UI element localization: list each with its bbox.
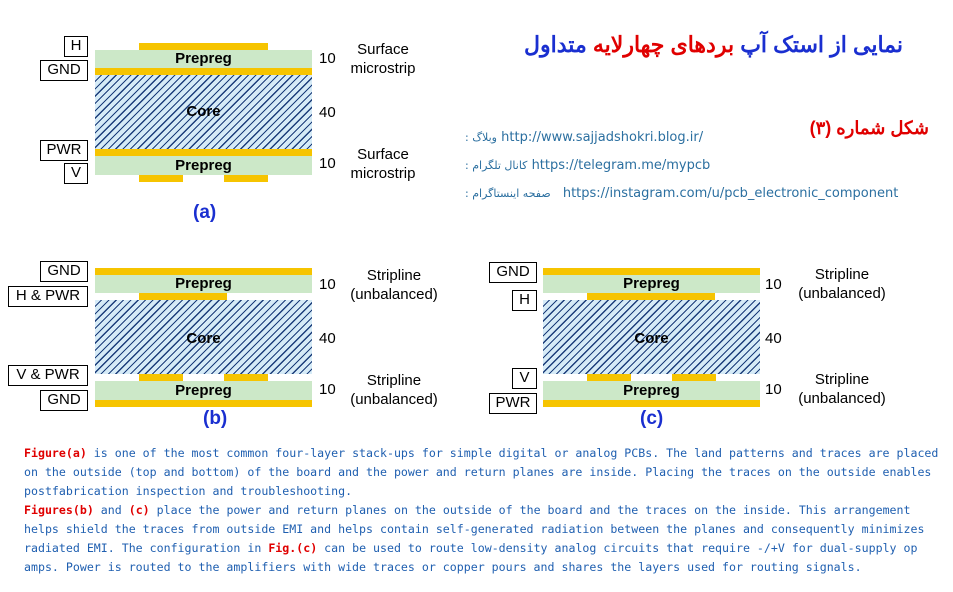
desc-line: Stripline xyxy=(366,372,422,389)
trace-b-inner-bottom-left xyxy=(139,374,183,381)
link-label: وبلاگ : xyxy=(465,131,497,144)
tag-b-h-pwr: H & PWR xyxy=(8,286,88,307)
thickness-c-top: 10 xyxy=(765,276,782,293)
thickness-a-top: 10 xyxy=(319,50,336,67)
desc-line: microstrip xyxy=(350,60,416,77)
prepreg-label: Prepreg xyxy=(623,275,680,292)
plane-b-bottom xyxy=(95,400,312,407)
tag-b-gnd-bottom: GND xyxy=(40,390,88,411)
thickness-b-top: 10 xyxy=(319,276,336,293)
prepreg-label: Prepreg xyxy=(623,382,680,399)
link-label: صفحه اینستاگرام : xyxy=(465,187,551,200)
trace-c-inner-top xyxy=(587,293,715,300)
trace-a-bottom-left xyxy=(139,175,183,182)
desc-ref-fig-c: (c) xyxy=(128,503,150,517)
desc-b-top xyxy=(344,266,444,304)
plane-c-top xyxy=(543,268,760,275)
tag-c-gnd: GND xyxy=(489,262,537,283)
core-label: Core xyxy=(634,330,669,347)
desc-text: can be used to route low-density analog circuits that require -/+V for dual-supply op amps. Power is routed to the amplifiers with wide traces or copper pours and shares the layers used for routing signals. xyxy=(24,541,918,574)
desc-line: (unbalanced) xyxy=(798,285,886,302)
tag-c-pwr: PWR xyxy=(489,393,537,414)
prepreg-label: Prepreg xyxy=(175,275,232,292)
plane-b-top xyxy=(95,268,312,275)
thickness-b-bottom: 10 xyxy=(319,381,336,398)
desc-line: Surface xyxy=(357,41,409,58)
desc-c-bottom xyxy=(792,370,892,408)
desc-b-bottom xyxy=(344,371,444,409)
thickness-a-bottom: 10 xyxy=(319,155,336,172)
prepreg-b-top xyxy=(95,275,312,293)
desc-text: place the power and return planes on the outside of the board and the traces on the inside. This arrangement helps shield the traces from outside EMI and helps contain self-generated radiation between the planes and consequently minimizes radiated EMI. The configuration in xyxy=(24,503,925,555)
link-url[interactable]: https://instagram.com/u/pcb_electronic_component xyxy=(562,186,899,201)
title-part-1: نمایی از استک آپ xyxy=(740,32,903,57)
plane-a-gnd xyxy=(95,68,312,75)
desc-text: and xyxy=(93,503,129,517)
title-part-3: متداول xyxy=(524,32,587,57)
tag-a-v: V xyxy=(64,163,88,184)
trace-c-inner-bottom-right xyxy=(672,374,716,381)
prepreg-label: Prepreg xyxy=(175,157,232,174)
telegram-link[interactable] xyxy=(465,158,710,173)
link-label: کانال تلگرام : xyxy=(465,159,528,172)
thickness-b-core: 40 xyxy=(319,330,336,347)
link-url[interactable]: http://www.sajjadshokri.blog.ir/ xyxy=(501,130,704,145)
plane-a-pwr xyxy=(95,149,312,156)
desc-line: Stripline xyxy=(814,266,870,283)
tag-b-gnd-top: GND xyxy=(40,261,88,282)
plane-c-bottom xyxy=(543,400,760,407)
desc-line: (unbalanced) xyxy=(350,286,438,303)
figure-a-label: (a) xyxy=(193,202,217,223)
desc-line: (unbalanced) xyxy=(798,390,886,407)
prepreg-label: Prepreg xyxy=(175,382,232,399)
thickness-a-core: 40 xyxy=(319,104,336,121)
instagram-link[interactable] xyxy=(465,186,898,201)
desc-ref-fig-b: Figures(b) xyxy=(24,503,94,517)
core-a xyxy=(95,75,312,149)
prepreg-a-top xyxy=(95,50,312,68)
blog-link[interactable] xyxy=(465,130,703,145)
tag-b-v-pwr: V & PWR xyxy=(8,365,88,386)
desc-line: microstrip xyxy=(350,165,416,182)
desc-line: Stripline xyxy=(366,267,422,284)
desc-ref-fig-a: Figure(a) xyxy=(24,446,87,460)
core-c xyxy=(543,300,760,374)
desc-a-top xyxy=(340,40,426,78)
trace-c-inner-bottom-left xyxy=(587,374,631,381)
prepreg-a-bottom xyxy=(95,156,312,175)
desc-c-top xyxy=(792,265,892,303)
prepreg-c-top xyxy=(543,275,760,293)
prepreg-b-bottom xyxy=(95,381,312,400)
tag-a-pwr: PWR xyxy=(40,140,88,161)
prepreg-c-bottom xyxy=(543,381,760,400)
desc-a-bottom xyxy=(340,145,426,183)
figure-caption: شکل شماره (۳) xyxy=(809,118,929,138)
thickness-c-core: 40 xyxy=(765,330,782,347)
core-label: Core xyxy=(186,330,221,347)
figure-b-label: (b) xyxy=(203,408,228,429)
tag-c-v: V xyxy=(512,368,537,389)
thickness-c-bottom: 10 xyxy=(765,381,782,398)
tag-a-h: H xyxy=(64,36,88,57)
link-url[interactable]: https://telegram.me/mypcb xyxy=(531,158,711,173)
trace-b-inner-top xyxy=(139,293,227,300)
tag-c-h: H xyxy=(512,290,537,311)
desc-line: Surface xyxy=(357,146,409,163)
trace-a-bottom-right xyxy=(224,175,268,182)
prepreg-label: Prepreg xyxy=(175,50,232,67)
description xyxy=(24,444,939,577)
page-title xyxy=(524,32,903,58)
figure-c-label: (c) xyxy=(640,408,664,429)
desc-line: Stripline xyxy=(814,371,870,388)
trace-b-inner-bottom-right xyxy=(224,374,268,381)
core-label: Core xyxy=(186,103,221,120)
tag-a-gnd: GND xyxy=(40,60,88,81)
desc-line: (unbalanced) xyxy=(350,391,438,408)
title-part-2: بردهای چهارلایه xyxy=(592,32,735,57)
core-b xyxy=(95,300,312,374)
desc-paragraph-1: is one of the most common four-layer stack-ups for simple digital or analog PCBs. The land patterns and traces are placed on the outside (top and bottom) of the board and the power and return planes are inside. Placing the traces on the outside enables postfabrication inspection and troubleshooting. xyxy=(24,446,939,498)
desc-ref-fig-c2: Fig.(c) xyxy=(268,541,318,555)
trace-a-top xyxy=(139,43,268,50)
